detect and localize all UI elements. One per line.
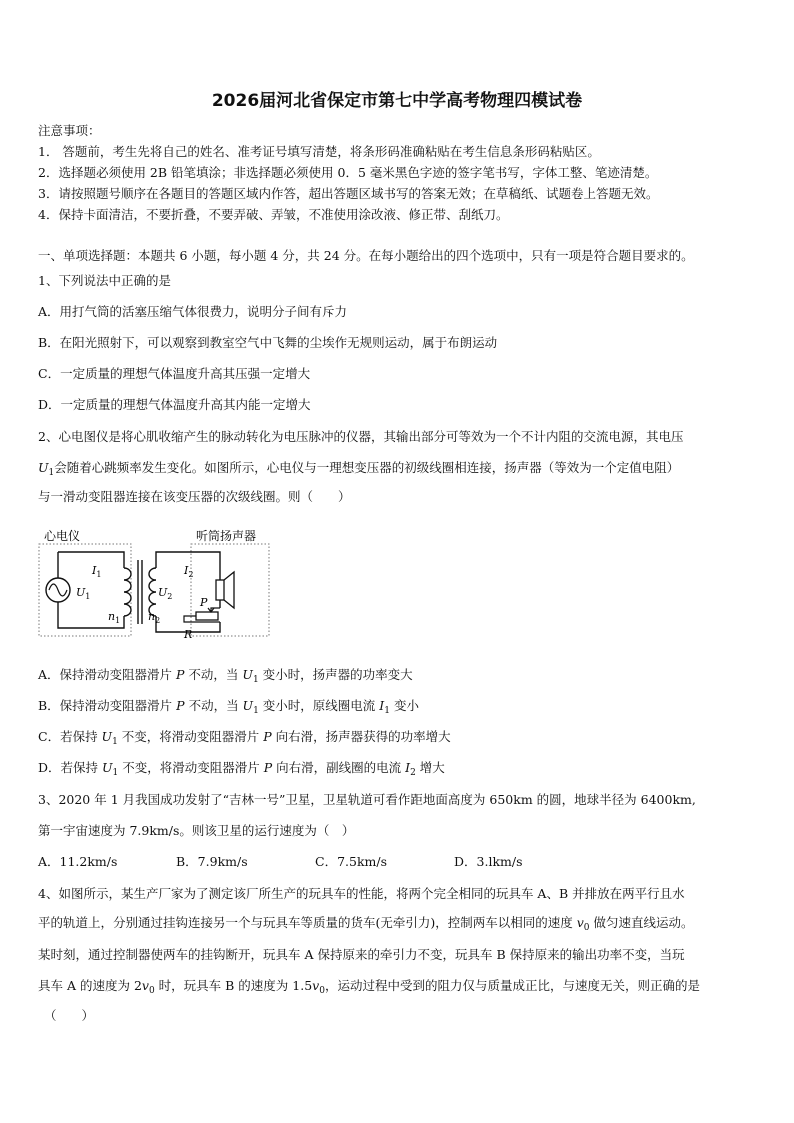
question-stem: 1、下列说法中正确的是	[38, 273, 171, 288]
option-b: B．在阳光照射下，可以观察到教室空气中飞舞的尘埃作无规则运动，属于布朗运动	[38, 335, 498, 350]
notice-item: 2．选择题必须使用 2B 铅笔填涂；非选择题必须使用 0．5 毫米黑色字迹的签字笔书写，字体工整、笔迹清楚。	[38, 165, 658, 180]
secondary-coil-icon	[149, 568, 156, 616]
option-a: A．保持滑动变阻器滑片 P 不动，当 $U_1$ 变小时，扬声器的功率变大	[38, 667, 413, 685]
page-title: 2026届河北省保定市第七中学高考物理四模试卷	[211, 91, 583, 111]
option-c: C．若保持 $U_1$ 不变，将滑动变阻器滑片 P 向右滑，扬声器获得的功率增大	[38, 729, 451, 747]
option-b: B．保持滑动变阻器滑片 P 不动，当 $U_1$ 变小时，原线圈电流 $I_1$ 变小	[38, 698, 419, 716]
question-stem: 2、心电图仪是将心肌收缩产生的脉动转化为电压脉冲的仪器，其输出部分可等效为一个不计内阻的交流电源，其电压	[38, 429, 684, 444]
svg-text:n2: $n_2$	[148, 610, 161, 625]
question-stem-line3: 某时刻，通过控制器使两车的挂钩断开，玩具车 A 保持原来的牵引力不变，玩具车 B 保持原来的输出功率不变，当玩	[38, 947, 685, 962]
notice-item: 1． 答题前，考生先将自己的姓名、准考证号填写清楚，将条形码准确粘贴在考生信息条形码粘贴区。	[38, 144, 600, 159]
speaker-label: 听筒扬声器	[196, 529, 257, 543]
svg-text:R: R	[184, 628, 193, 640]
svg-text:I2: $I_2$	[184, 564, 194, 579]
question-stem-line4: 具车 A 的速度为 $2v_0$ 时，玩具车 B 的速度为 $1.5v_0$，运动过程中受到的阻力仅与质量成正比，与速度无关，则正确的是	[38, 978, 700, 996]
svg-text:U2: $U_2$	[158, 586, 173, 601]
option-d: D．一定质量的理想气体温度升高其内能一定增大	[38, 397, 311, 412]
option-a: A．11.2km/s	[38, 854, 118, 869]
option-d: D．3.lkm/s	[454, 854, 523, 869]
rheostat-icon	[196, 612, 218, 620]
question-stem-line3: 与一滑动变阻器连接在该变压器的次级线圈。则（ ）	[38, 489, 351, 504]
notice-heading: 注意事项：	[38, 123, 101, 138]
speaker-icon	[216, 580, 224, 600]
primary-coil-icon	[124, 568, 131, 616]
notice-item: 4．保持卡面清洁，不要折叠，不要弄破、弄皱，不准使用涂改液、修正带、刮纸刀。	[38, 207, 509, 222]
option-c: C．7.5km/s	[315, 854, 387, 869]
svg-text:n1: $n_1$	[108, 610, 121, 625]
svg-text:P: P	[200, 596, 208, 609]
option-d: D．若保持 $U_1$ 不变，将滑动变阻器滑片 P 向右滑，副线圈的电流 $I_2$ 增大	[38, 760, 445, 778]
answer-bracket: （ ）	[44, 1008, 95, 1023]
question-stem-line2: 平的轨道上，分别通过挂钩连接另一个与玩具车等质量的货车(无牵引力)，控制两车以相同的速度 $v_0$ 做匀速直线运动。	[38, 915, 694, 933]
ecg-device-label: 心电仪	[44, 529, 81, 543]
svg-text:U1: $U_1$	[76, 586, 91, 601]
option-c: C．一定质量的理想气体温度升高其压强一定增大	[38, 366, 311, 381]
svg-text:I1: $I_1$	[92, 564, 102, 579]
notice-item: 3．请按照题号顺序在各题目的答题区域内作答，超出答题区域书写的答案无效；在草稿纸、试题卷上答题无效。	[38, 186, 659, 201]
question-stem: 3、2020 年 1 月我国成功发射了“吉林一号”卫星，卫星轨道可看作距地面高度为 650km 的圆，地球半径为 6400km,	[38, 792, 696, 807]
section-heading: 一、单项选择题：本题共 6 小题，每小题 4 分，共 24 分。在每小题给出的四个选项中，只有一项是符合题目要求的。	[38, 248, 694, 263]
option-a: A．用打气筒的活塞压缩气体很费力，说明分子间有斥力	[38, 304, 348, 319]
question-stem-line2: 第一宇宙速度为 7.9km/s。则该卫星的运行速度为（ ）	[38, 823, 355, 838]
transformer-circuit-figure	[36, 524, 272, 640]
option-b: B．7.9km/s	[176, 854, 248, 869]
question-stem-line2: $U_1$会随着心跳频率发生变化。如图所示，心电仪与一理想变压器的初级线圈相连接，扬声器（等效为一个定值电阻）	[38, 460, 680, 478]
question-stem: 4、如图所示，某生产厂家为了测定该厂所生产的玩具车的性能，将两个完全相同的玩具车 A、B 并排放在两平行且水	[38, 886, 685, 901]
